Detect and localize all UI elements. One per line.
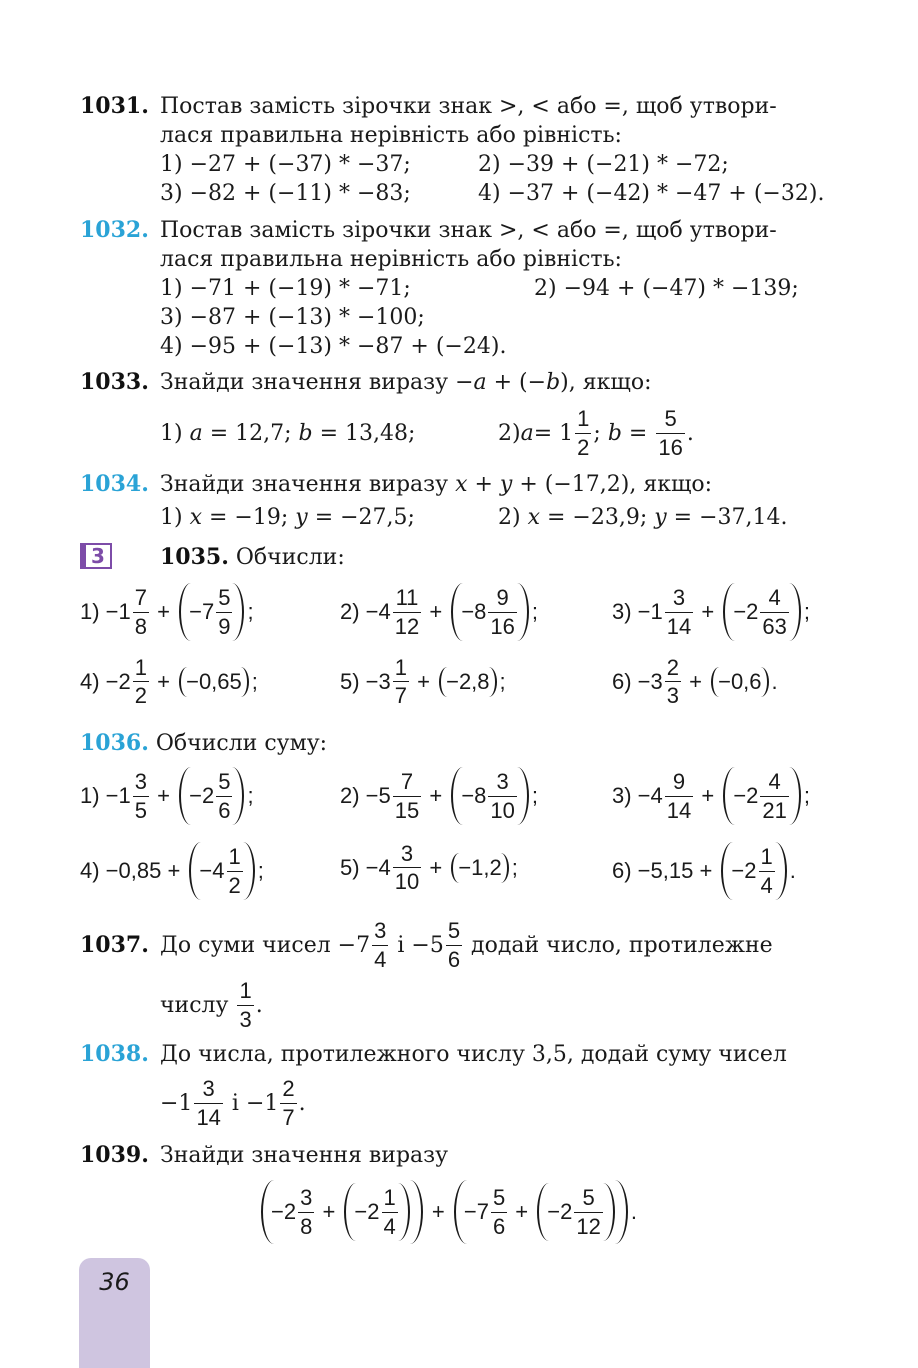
exercise-text: лася правильна нерівність або рівність:	[160, 247, 622, 272]
variable: a	[520, 420, 534, 446]
exercise-number: 1035.	[160, 544, 229, 570]
variable: b	[546, 370, 561, 395]
variable: a	[473, 370, 487, 395]
parentheses: −2 $\frac{1}{4}$	[721, 842, 786, 900]
item-text: = 13,48;	[312, 421, 416, 446]
parentheses: −8 $\frac{3}{10}$	[451, 767, 529, 825]
exercise-1033-part2	[498, 402, 694, 464]
item: 3) −82 + (−11) * −83;	[160, 181, 411, 206]
exercise-text: +	[467, 472, 500, 497]
expression-1035-5: 5) −3 $\frac{1}{7}$ + −2,8 ;	[340, 655, 506, 709]
variable: a	[189, 421, 203, 446]
exercise-1031	[80, 92, 824, 208]
exercise-text: До суми чисел −7	[160, 932, 371, 958]
exercise-number: 1039.	[80, 1142, 149, 1168]
item: 3) −87 + (−13) * −100;	[160, 305, 425, 330]
exercise-text: + (−	[486, 370, 547, 395]
expression-1036-5: 5) −4 $\frac{3}{10}$ + −1,2 ;	[340, 841, 518, 895]
exercise-text: .	[298, 1090, 306, 1116]
parentheses: −4 $\frac{1}{2}$	[189, 842, 254, 900]
exercise-text: + (−17,2), якщо:	[512, 472, 713, 497]
exercise-1034	[80, 470, 788, 532]
variable: b	[298, 421, 313, 446]
fraction: $\frac{2}{7}$	[282, 1076, 295, 1130]
parentheses: −8 $\frac{9}{16}$	[451, 583, 529, 641]
exercise-number: 1036.	[80, 730, 149, 756]
exercise-number: 1031.	[80, 93, 149, 119]
exercise-number: 1034.	[80, 471, 149, 497]
expression-1036-4: 4) −0,85 + −4 $\frac{1}{2}$ ;	[80, 842, 264, 900]
exercise-1037-cont	[160, 974, 263, 1036]
parentheses: −0,6	[711, 667, 768, 697]
parentheses: −2 $\frac{4}{21}$	[723, 767, 801, 825]
variable: y	[499, 472, 513, 497]
exercise-number: 1037.	[80, 931, 149, 958]
item-text: =	[621, 420, 655, 446]
inner-parentheses: −2 $\frac{1}{4}$	[344, 1183, 409, 1241]
item-text: = 12,7;	[202, 421, 299, 446]
item-text: ;	[593, 420, 608, 446]
page-number: 36	[99, 1268, 130, 1296]
exercise-text: і −5	[390, 932, 444, 958]
item: 2) x = −23,9; y = −37,14.	[498, 505, 788, 530]
parentheses: −0,65	[179, 667, 249, 697]
item-label: 1)	[160, 421, 190, 446]
expression-1035-2: 2) −4 $\frac{11}{12}$ + −8 $\frac{9}{16}$ ;	[340, 583, 538, 641]
fraction: $\frac{5}{6}$	[447, 918, 461, 972]
exercise-text: Знайди значення виразу −	[160, 370, 474, 395]
exercise-1032	[80, 216, 799, 361]
exercise-1038-cont	[160, 1072, 306, 1134]
item: 4) −95 + (−13) * −87 + (−24).	[160, 334, 507, 359]
exercise-title: Обчисли суму:	[155, 731, 328, 756]
item: 1) −71 + (−19) * −71;	[160, 276, 411, 301]
exercise-text: і −1	[224, 1090, 279, 1116]
item: 2) −39 + (−21) * −72;	[478, 152, 729, 177]
exercise-text: додай число, протилежне	[464, 932, 773, 958]
expression-1036-6: 6) −5,15 + −2 $\frac{1}{4}$ .	[612, 842, 796, 900]
exercise-1033-part1	[160, 419, 415, 448]
parentheses: −2,8	[439, 667, 496, 697]
fraction: $\frac{5}{16}$	[658, 406, 683, 460]
exercise-text: Знайди значення виразу	[160, 472, 456, 497]
exercise-text: числу	[160, 992, 236, 1018]
exercise-text: ), якщо:	[560, 370, 652, 395]
inner-parentheses: −2 $\frac{5}{12}$	[537, 1183, 615, 1241]
item: 2) −94 + (−47) * −139;	[534, 276, 799, 301]
variable: b	[607, 420, 622, 446]
expression-1035-1: 1) −1 $\frac{7}{8}$ + −7 $\frac{5}{9}$ ;	[80, 583, 254, 641]
item: 1) x = −19; y = −27,5;	[160, 505, 415, 530]
expression-1036-3: 3) −4 $\frac{9}{14}$ + −2 $\frac{4}{21}$ ;	[612, 767, 810, 825]
parentheses: −2 $\frac{4}{63}$	[723, 583, 801, 641]
page-number-tab	[79, 1258, 150, 1368]
exercise-text: .	[255, 992, 263, 1018]
exercise-1035	[160, 543, 345, 572]
expression-1036-2: 2) −5 $\frac{7}{15}$ + −8 $\frac{3}{10}$ ;	[340, 767, 538, 825]
outer-parentheses: −2 $\frac{3}{8}$ + −2 $\frac{1}{4}$	[261, 1180, 423, 1244]
exercise-1038	[80, 1040, 787, 1069]
expression-1035-4: 4) −2 $\frac{1}{2}$ + −0,65 ;	[80, 655, 258, 709]
parentheses: −2 $\frac{5}{6}$	[179, 767, 244, 825]
exercise-text: Знайди значення виразу	[160, 1143, 449, 1168]
fraction: $\frac{3}{4}$	[374, 918, 387, 972]
item-text: .	[686, 420, 694, 446]
parentheses: −1,2	[451, 853, 508, 883]
level-badge: 3	[80, 543, 112, 569]
expression-1036-1: 1) −1 $\frac{3}{5}$ + −2 $\frac{5}{6}$ ;	[80, 767, 254, 825]
exercise-number: 1032.	[80, 217, 149, 243]
expression-1039: −2 $\frac{3}{8}$ + −2 $\frac{1}{4}$ + −7 $\frac{5}{6}$ + −2 $\frac{5}{12}$ .	[258, 1180, 637, 1244]
item: 1) −27 + (−37) * −37;	[160, 152, 411, 177]
item-text: = 1	[533, 420, 574, 446]
exercise-text: −1	[160, 1090, 193, 1116]
item: 4) −37 + (−42) * −47 + (−32).	[478, 181, 825, 206]
exercise-1033	[80, 368, 651, 397]
exercise-text: Постав замість зірочки знак >, < або =, щоб утвори-	[160, 218, 777, 243]
exercise-title: Обчисли:	[235, 545, 345, 570]
exercise-1037	[80, 915, 773, 975]
exercise-number: 1038.	[80, 1041, 149, 1067]
expression-1035-6: 6) −3 $\frac{2}{3}$ + −0,6 .	[612, 655, 778, 709]
variable: x	[455, 472, 468, 497]
exercise-number: 1033.	[80, 369, 149, 395]
expression-1035-3: 3) −1 $\frac{3}{14}$ + −2 $\frac{4}{63}$ ;	[612, 583, 810, 641]
item-label: 2)	[498, 420, 521, 446]
exercise-text: До числа, протилежного числу 3,5, додай суму чисел	[160, 1042, 787, 1067]
exercise-text: Постав замість зірочки знак >, < або =, щоб утвори-	[160, 94, 777, 119]
exercise-1036	[80, 729, 327, 758]
outer-parentheses: −7 $\frac{5}{6}$ + −2 $\frac{5}{12}$	[454, 1180, 628, 1244]
fraction: $\frac{1}{2}$	[577, 406, 590, 460]
fraction: $\frac{3}{14}$	[196, 1076, 221, 1130]
exercise-text: лася правильна нерівність або рівність:	[160, 123, 622, 148]
fraction: $\frac{1}{3}$	[239, 978, 252, 1032]
parentheses: −7 $\frac{5}{9}$	[179, 583, 244, 641]
exercise-1039	[80, 1141, 448, 1170]
